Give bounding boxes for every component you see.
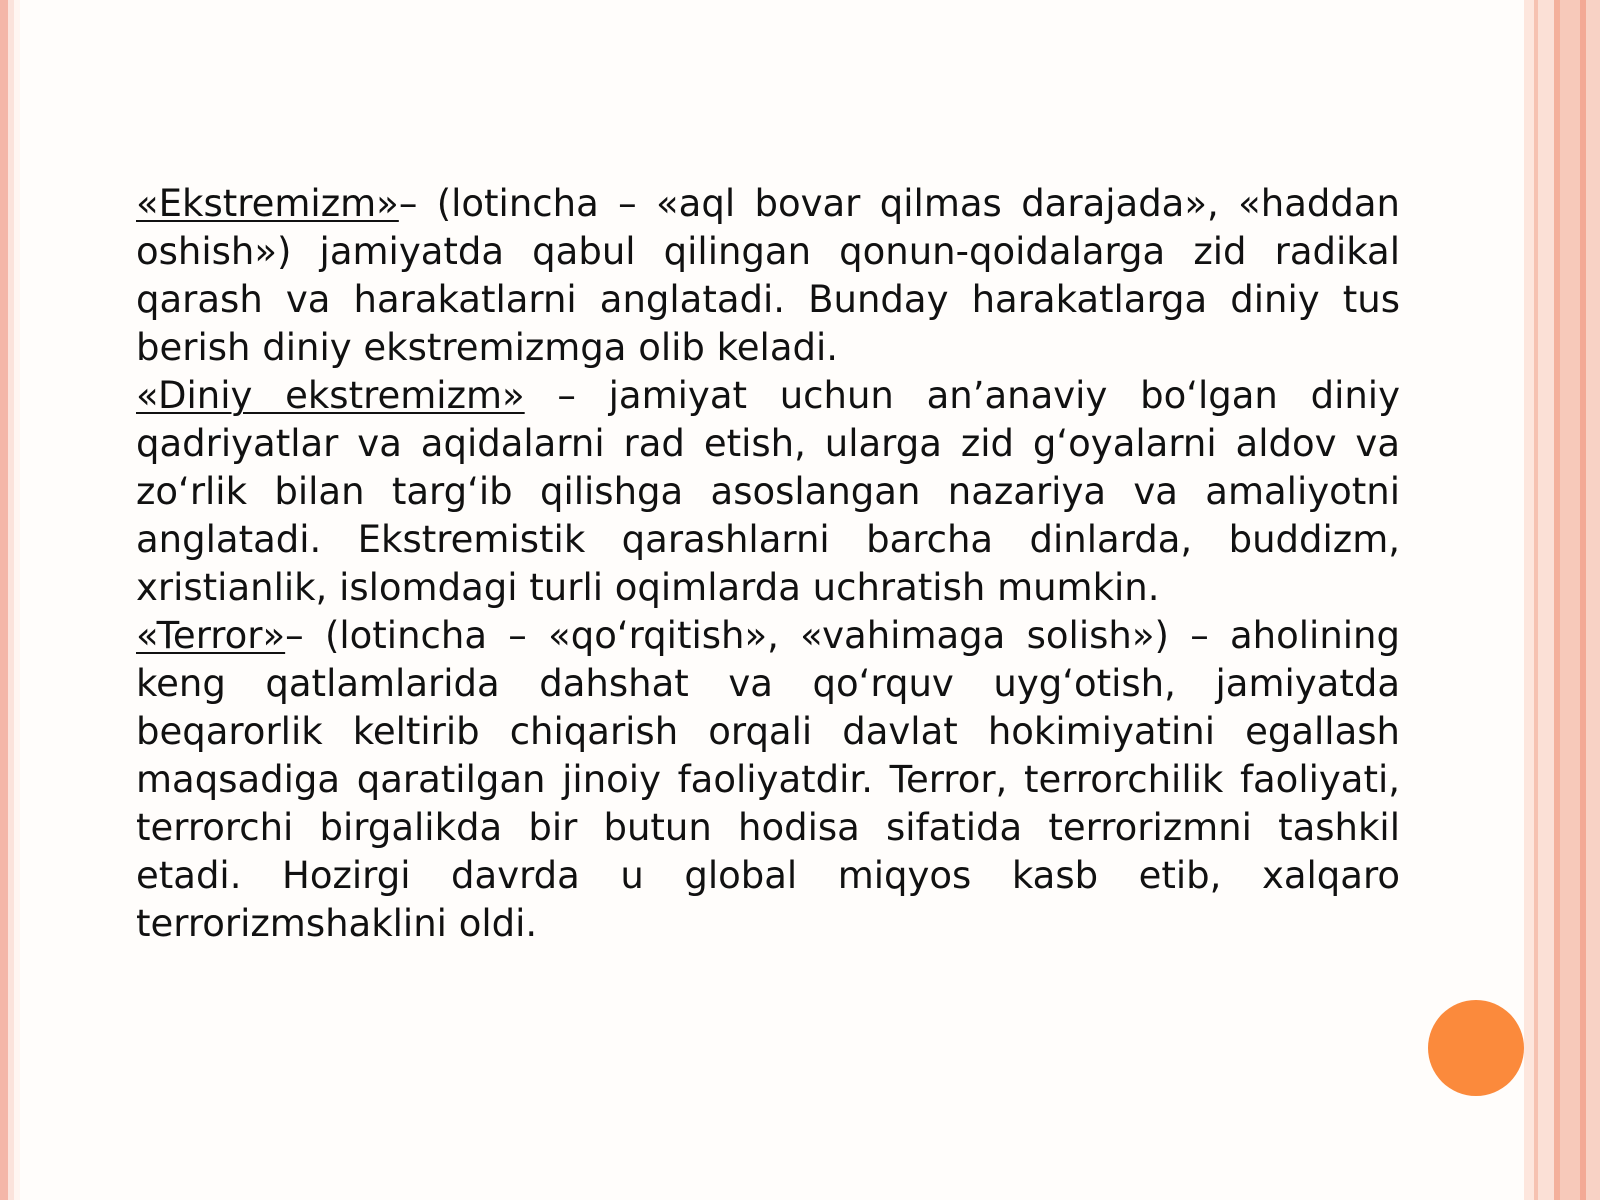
definition-diniy-ekstremizm: – jamiyat uchun an’anaviy bo‘lgan diniy qadriyatlar va aqidalarni rad etish, ularga zid g‘oyalarni aldov va zo‘rlik bilan targ‘ib qilishga asoslangan nazariya va amaliyotni anglatadi. Ekstremistik qarashlarni barcha dinlarda, buddizm, xristianlik, islomdagi turli oqimlarda uchratish mumkin.: [136, 374, 1400, 609]
term-ekstremizm: «Ekstremizm»: [136, 182, 399, 225]
definition-ekstremizm: – (lotincha – «aql bovar qilmas darajada», «haddan oshish») jamiyatda qabul qilingan qonun-qoidalarga zid radikal qarash va harakatlarni anglatadi. Bunday harakatlarga diniy tus berish diniy ekstremizmga olib keladi.: [136, 182, 1400, 369]
paragraph-ekstremizm: [136, 180, 1400, 372]
paragraph-terror: [136, 612, 1400, 948]
orange-circle-decoration: [1428, 1000, 1524, 1096]
right-border-stripes: [1524, 0, 1600, 1200]
slide-body-text: [136, 180, 1400, 948]
term-diniy-ekstremizm: «Diniy ekstremizm»: [136, 374, 525, 417]
definition-terror: – (lotincha – «qo‘rqitish», «vahimaga solish») – aholining keng qatlamlarida dahshat va qo‘rquv uyg‘otish, jamiyatda beqarorlik keltirib chiqarish orqali davlat hokimiyatini egallash maqsadiga qaratilgan jinoiy faoliyatdir. Terror, terrorchilik faoliyati, terrorchi birgalikda bir butun hodisa sifatida terrorizmni tashkil etadi. Hozirgi davrda u global miqyos kasb etib, xalqaro terrorizmshaklini oldi.: [136, 614, 1400, 945]
left-border-stripe: [0, 0, 20, 1200]
term-terror: «Terror»: [136, 614, 286, 657]
paragraph-diniy-ekstremizm: [136, 372, 1400, 612]
